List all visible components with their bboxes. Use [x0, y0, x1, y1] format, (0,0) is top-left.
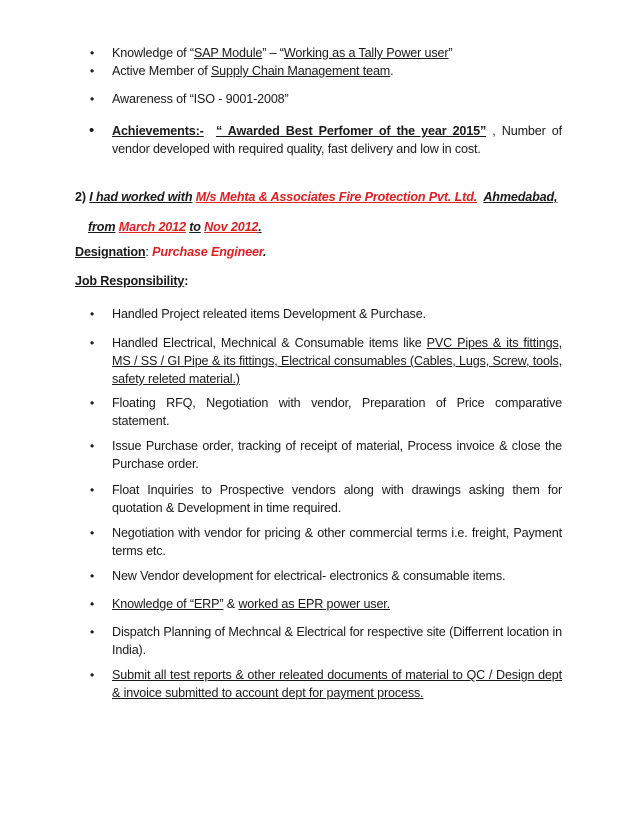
list-item-responsibility-8: • Knowledge of “ERP” & worked as EPR power user. — [90, 597, 391, 611]
employment-period: from March 2012 to Nov 2012. — [88, 220, 262, 234]
job-responsibility-heading: Job Responsibility: — [75, 274, 189, 288]
list-item-scm-member: • Active Member of Supply Chain Management team. — [90, 64, 394, 78]
responsibilities-list — [0, 623, 638, 659]
bullet-icon: • — [90, 625, 95, 639]
bullet-icon: • — [90, 64, 95, 78]
list-item-responsibility-3: • Floating RFQ, Negotiation with vendor, Preparation of Price comparative statement. — [90, 396, 562, 428]
list-item-responsibility-5: • Float Inquiries to Prospective vendors along with drawings asking them for quotation & Development in time required. — [90, 483, 562, 515]
bullet-icon: • — [90, 46, 95, 60]
award-text: “ Awarded Best Perfomer of the year 2015” — [215, 124, 487, 138]
tally-text: Working as a Tally Power user — [283, 46, 449, 60]
bullet-icon: • — [90, 336, 95, 350]
skills-list — [0, 44, 638, 80]
designation-label: Designation — [75, 245, 146, 259]
company-name: M/s Mehta & Associates Fire Protection Pvt. Ltd. — [195, 190, 478, 204]
iso-list — [0, 90, 638, 108]
responsibilities-list — [0, 524, 638, 560]
end-date: Nov 2012 — [204, 220, 259, 234]
employment-heading: 2) I had worked with M/s Mehta & Associates Fire Protection Pvt. Ltd. Ahmedabad, — [75, 190, 558, 204]
responsibilities-list — [0, 567, 638, 585]
start-date: March 2012 — [118, 220, 186, 234]
list-item-responsibility-6: • Negotiation with vendor for pricing & other commercial terms i.e. freight, Payment terms etc. — [90, 526, 562, 558]
responsibilities-list — [0, 334, 638, 388]
list-item-responsibility-4: • Issue Purchase order, tracking of receipt of material, Process invoice & close the Purchase order. — [90, 439, 562, 471]
bullet-icon: • — [90, 526, 95, 540]
list-item-iso: • Awareness of “ISO - 9001-2008” — [90, 92, 289, 106]
responsibilities-list — [0, 394, 638, 430]
bullet-icon: • — [89, 122, 95, 139]
achievements-list — [0, 122, 638, 158]
achievements-label: Achievements:- — [112, 124, 204, 138]
erp-knowledge-text: Knowledge of “ERP” — [112, 597, 224, 611]
list-item-responsibility-10: • Submit all test reports & other releated documents of material to QC / Design dept & invoice submitted to account dept for payment process. — [90, 668, 562, 700]
bullet-icon: • — [90, 439, 95, 453]
bullet-icon: • — [90, 307, 95, 321]
items-handled-text: PVC Pipes & its fittings, MS / SS / GI Pipe & its fittings, Electrical consumables (Cables, Lugs, Screw, tools, safety releted material.) — [112, 336, 562, 386]
responsibilities-list — [0, 437, 638, 473]
list-item-responsibility-9: • Dispatch Planning of Mechncal & Electrical for respective site (Differrent location in India). — [90, 625, 562, 657]
list-item-responsibility-2: • Handled Electrical, Mechnical & Consumable items like PVC Pipes & its fittings, MS / SS / GI Pipe & its fittings, Electrical consumables (Cables, Lugs, Screw, tools, safety releted material.) — [90, 336, 562, 386]
list-item-responsibility-7: • New Vendor development for electrical- electronics & consumable items. — [90, 569, 506, 583]
scm-team-text: Supply Chain Management team — [210, 64, 391, 78]
bullet-icon: • — [90, 597, 95, 611]
bullet-icon: • — [90, 668, 95, 682]
bullet-icon: • — [90, 92, 95, 106]
sap-module-text: SAP Module — [193, 46, 263, 60]
responsibilities-list — [0, 595, 638, 613]
designation-value: Purchase Engineer — [152, 245, 263, 259]
list-item-achievements: • Achievements:- “ Awarded Best Perfomer of the year 2015” , Number of vendor developed with required quality, fast delivery and low in cost. — [89, 122, 562, 156]
designation-line: Designation: Purchase Engineer. — [75, 245, 267, 259]
company-city: Ahmedabad, — [483, 190, 558, 204]
responsibilities-list — [0, 666, 638, 702]
list-item-responsibility-1: • Handled Project releated items Development & Purchase. — [90, 307, 426, 321]
responsibilities-list — [0, 481, 638, 517]
bullet-icon: • — [90, 396, 95, 410]
responsibilities-list — [0, 305, 638, 323]
epr-user-text: worked as EPR power user. — [238, 597, 391, 611]
bullet-icon: • — [90, 483, 95, 497]
bullet-icon: • — [90, 569, 95, 583]
list-item-sap-knowledge: • Knowledge of “SAP Module” – “Working as a Tally Power user” — [90, 46, 453, 60]
